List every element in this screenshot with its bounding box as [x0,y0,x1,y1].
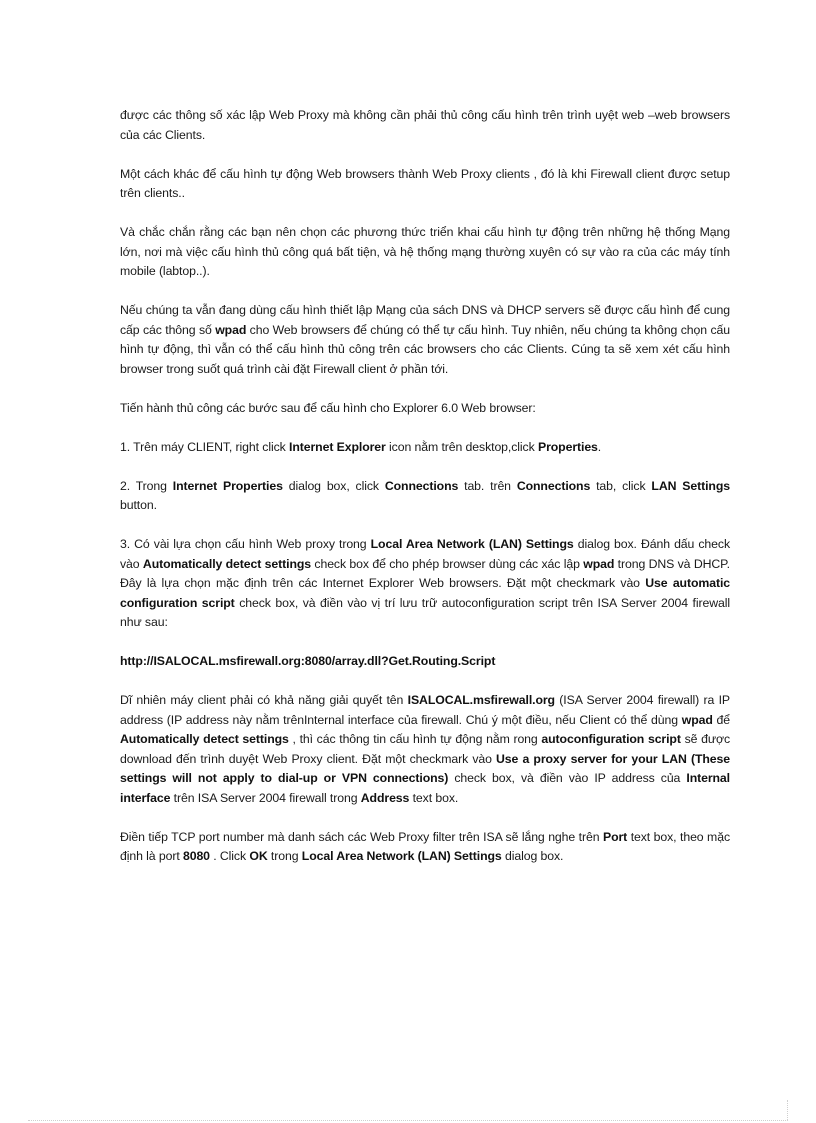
bold-term: LAN Settings [651,478,730,493]
bold-term: autoconfiguration script [541,732,681,746]
text-run: . Click [209,849,250,863]
text-run: check box, và điền vào vị trí lưu trữ autoconfiguration script trên ISA Server 2004 firewall như sau: [120,595,730,629]
text-run: , thì các thông tin cấu hình tự động nằm rong [288,732,542,746]
text-run: 2. Trong [120,478,173,493]
paragraph [120,106,730,145]
text-run: tab. trên [458,478,517,493]
text-run: được các thông số xác lập Web Proxy mà không cần phải thủ công cấu hình trên trình uyệt web –web browsers của các Clients. [120,108,730,142]
text-run: button. [120,498,157,512]
text-run: dialog box. Đánh dấu check vào [120,537,731,571]
text-run: Dĩ nhiên máy client phải có khả năng giải quyết tên [120,693,408,707]
bold-term: Connections [384,478,459,493]
bold-term: wpad [681,712,713,727]
bold-term: Internal interface [120,771,730,805]
text-run: Và chắc chắn rằng các bạn nên chọn các phương thức triển khai cấu hình tự động trên những hệ thống Mạng lớn, nơi mà việc cấu hình thủ công quá bất tiện, và hệ thống mạng thường xuyên có sự vào ra của các máy tính mobile (labtop..). [120,225,730,278]
bold-term: wpad [583,556,615,571]
paragraph [120,165,730,204]
text-run: cho Web browsers để chúng có thể tự cấu hình. Tuy nhiên, nếu chúng ta không chọn cấu hình tự động, thì vẫn có thể cấu hình thủ công trên các browsers cho các Clients. Cúng ta sẽ xem xét cấu hình browser trong suốt quá trình cài đặt Firewall client ở phần tới. [120,322,730,376]
text-run: trong DNS và DHCP. Đây là lựa chọn mặc định trên các Internet Explorer Web browsers. Đặt một checkmark vào [120,556,730,590]
text-run: Điền tiếp TCP port number mà danh sách các Web Proxy filter trên ISA sẽ lắng nghe trên [120,829,603,844]
text-run: text box, theo mặc định là port [120,829,730,863]
bold-term: Local Area Network (LAN) Settings [301,849,502,863]
paragraph [120,828,730,867]
paragraph [120,535,730,633]
bold-term: Internet Explorer [289,439,386,454]
page-bottom-border [28,1120,788,1121]
bold-term: ISALOCAL.msfirewall.org [407,693,555,707]
bold-term: Address [360,790,410,805]
paragraph [120,399,730,419]
text-run: 3. Có vài lựa chọn cấu hình Web proxy trong [120,537,371,551]
text-run: trên ISA Server 2004 firewall trong [170,790,361,805]
paragraph [120,691,730,808]
paragraph [120,477,730,516]
bold-term: Port [602,829,628,844]
text-run: . [597,439,602,454]
paragraph [120,438,730,458]
text-run: check box, và điền vào IP address của [448,771,687,785]
bold-term: Local Area Network (LAN) Settings [370,537,574,551]
bold-term: http://ISALOCAL.msfirewall.org:8080/array.dll?Get.Routing.Script [120,654,496,668]
text-run: dialog box. [501,849,564,863]
text-run: để [712,712,730,727]
text-run: check box để cho phép browser dùng các xác lập [311,556,584,571]
page-corner-mark [787,1100,788,1120]
text-run: Một cách khác để cấu hình tự động Web browsers thành Web Proxy clients , đó là khi Firewall client được setup trên clients.. [120,166,730,200]
paragraph [120,223,730,282]
paragraph [120,301,730,379]
bold-term: Properties [537,439,598,454]
text-run: icon nằm trên desktop,click [385,439,538,454]
text-run: (ISA Server 2004 firewall) ra IP address (IP address này nằm trênInternal interface của firewall. Chú ý một điều, nếu Client có thể dùng [120,693,730,727]
bold-term: Use automatic configuration script [120,576,730,610]
bold-term: Use a proxy server for your LAN (These settings will not apply to dial-up or VPN connections) [120,751,730,785]
text-run: text box. [409,790,459,805]
document-page [120,106,730,886]
bold-term: Connections [516,478,591,493]
bold-term: Automatically detect settings [120,732,289,746]
paragraph [120,652,730,672]
bold-term: 8080 [182,849,210,863]
bold-term: Internet Properties [172,478,283,493]
bold-term: Automatically detect settings [142,556,312,571]
text-run: trong [267,849,302,863]
text-run: 1. Trên máy CLIENT, right click [120,439,290,454]
bold-term: OK [249,849,268,863]
text-run: dialog box, click [282,478,385,493]
text-run: tab, click [590,478,652,493]
text-run: Tiến hành thủ công các bước sau để cấu hình cho Explorer 6.0 Web browser: [120,400,536,415]
text-run: Nếu chúng ta vẫn đang dùng cấu hình thiết lập Mạng của sách DNS và DHCP servers sẽ được cấu hình để cung cấp các thông số [120,303,730,337]
text-run: sẽ được download đến trình duyệt Web Proxy client. Đặt một checkmark vào [120,732,730,766]
bold-term: wpad [215,322,247,337]
